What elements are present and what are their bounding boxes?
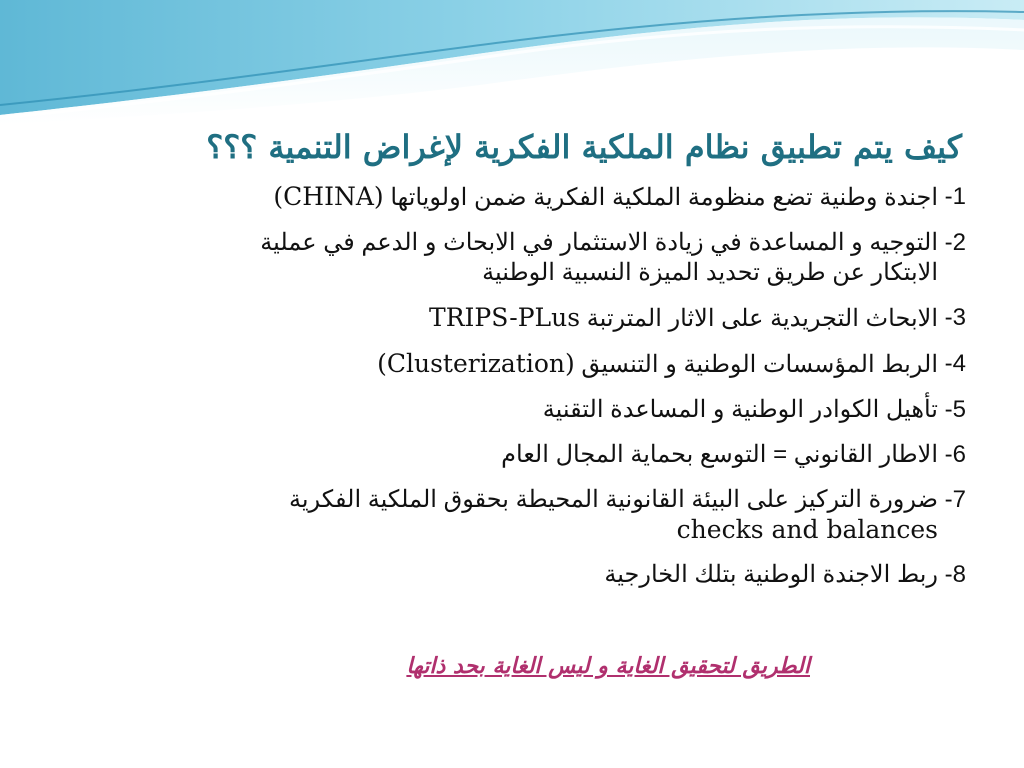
item-continuation: الابتكار عن طريق تحديد الميزة النسبية الوطنية <box>482 259 938 286</box>
list-item <box>86 395 966 425</box>
item-text: الاطار القانوني = التوسع بحماية المجال العام <box>501 441 938 468</box>
item-text: ربط الاجندة الوطنية بتلك الخارجية <box>604 561 938 588</box>
item-number: -4 <box>944 350 966 377</box>
item-number: -6 <box>944 441 966 468</box>
slide-title: كيف يتم تطبيق نظام الملكية الفكرية لإغراض التنمية ؟؟؟ <box>206 128 962 166</box>
footer-slogan: الطريق لتحقيق الغاية و ليس الغاية بحد ذاتها <box>406 654 810 679</box>
item-text: الربط المؤسسات الوطنية و التنسيق <box>581 351 938 378</box>
item-latin-term: (CHINA) <box>273 182 384 211</box>
item-number: -7 <box>944 486 966 513</box>
item-text: الابحاث التجريدية على الاثار المترتبة <box>586 305 938 332</box>
item-list <box>86 182 966 605</box>
item-latin-term: (Clusterization) <box>377 349 575 378</box>
list-item <box>86 440 966 470</box>
item-latin-term: TRIPS-PLus <box>429 303 581 332</box>
item-number: -2 <box>944 229 966 256</box>
item-text: تأهيل الكوادر الوطنية و المساعدة التقنية <box>542 396 938 423</box>
list-item <box>86 182 966 213</box>
item-number: -1 <box>944 183 966 210</box>
item-text: ضرورة التركيز على البيئة القانونية المحيطة بحقوق الملكية الفكرية <box>288 486 938 513</box>
item-latin-continuation: checks and balances <box>676 515 938 544</box>
item-number: -5 <box>944 396 966 423</box>
item-number: -8 <box>944 561 966 588</box>
item-text: التوجيه و المساعدة في زيادة الاستثمار في الابحاث و الدعم في عملية <box>260 229 938 256</box>
item-text: اجندة وطنية تضع منظومة الملكية الفكرية ضمن اولوياتها <box>390 184 938 211</box>
header-wave-decoration <box>0 0 1024 130</box>
list-item <box>86 228 966 288</box>
list-item <box>86 349 966 380</box>
item-number: -3 <box>944 304 966 331</box>
list-item <box>86 560 966 590</box>
list-item <box>86 485 966 545</box>
list-item <box>86 303 966 334</box>
